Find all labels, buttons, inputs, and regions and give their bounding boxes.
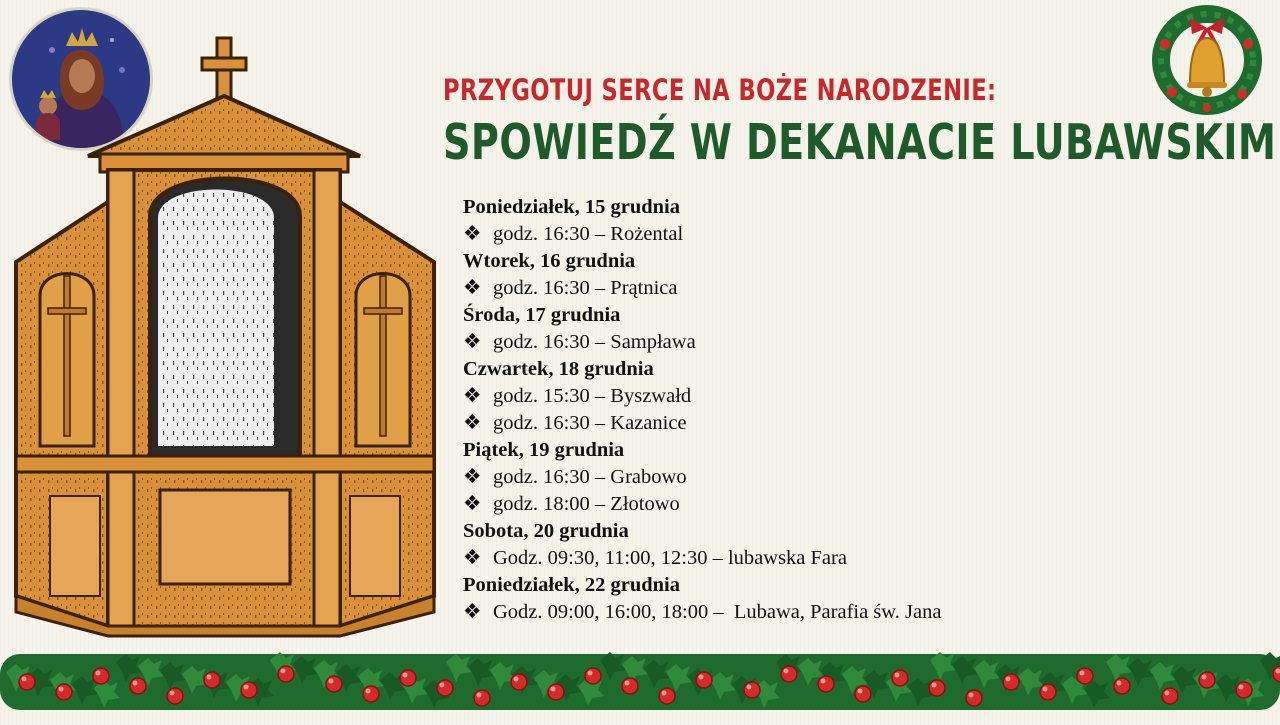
diamond-bullet-icon: ❖ xyxy=(463,275,493,302)
schedule-entry: ❖ godz. 16:30 – Kazanice xyxy=(463,410,941,437)
schedule-entry: ❖ godz. 15:30 – Byszwałd xyxy=(463,383,941,410)
diamond-bullet-icon: ❖ xyxy=(463,464,493,491)
schedule-day: Poniedziałek, 15 grudnia xyxy=(463,194,941,221)
diamond-bullet-icon: ❖ xyxy=(463,221,493,248)
diamond-bullet-icon: ❖ xyxy=(463,545,493,572)
diamond-bullet-icon: ❖ xyxy=(463,491,493,518)
confession-schedule xyxy=(463,194,941,626)
diamond-bullet-icon: ❖ xyxy=(463,329,493,356)
schedule-entry: ❖ godz. 18:00 – Złotowo xyxy=(463,491,941,518)
schedule-day: Wtorek, 16 grudnia xyxy=(463,248,941,275)
schedule-entry: ❖ Godz. 09:00, 16:00, 18:00 – Lubawa, Parafia św. Jana xyxy=(463,599,941,626)
diamond-bullet-icon: ❖ xyxy=(463,383,493,410)
confessional-illustration xyxy=(10,36,440,638)
page-subtitle: PRZYGOTUJ SERCE NA BOŻE NARODZENIE: xyxy=(443,64,1276,116)
schedule-entry: ❖ godz. 16:30 – Rożental xyxy=(463,221,941,248)
schedule-entry: ❖ godz. 16:30 – Prątnica xyxy=(463,275,941,302)
schedule-day: Środa, 17 grudnia xyxy=(463,302,941,329)
schedule-day: Piątek, 19 grudnia xyxy=(463,437,941,464)
schedule-entry: ❖ godz. 16:30 – Sampława xyxy=(463,329,941,356)
diamond-bullet-icon: ❖ xyxy=(463,410,493,437)
schedule-day: Poniedziałek, 22 grudnia xyxy=(463,572,941,599)
schedule-entry: ❖ godz. 16:30 – Grabowo xyxy=(463,464,941,491)
schedule-day: Sobota, 20 grudnia xyxy=(463,518,941,545)
schedule-day: Czwartek, 18 grudnia xyxy=(463,356,941,383)
schedule-entry: ❖ Godz. 09:30, 11:00, 12:30 – lubawska Fara xyxy=(463,545,941,572)
holly-garland-icon xyxy=(0,640,1280,720)
page-title: SPOWIEDŹ W DEKANACIE LUBAWSKIM xyxy=(443,114,1276,172)
diamond-bullet-icon: ❖ xyxy=(463,599,493,626)
